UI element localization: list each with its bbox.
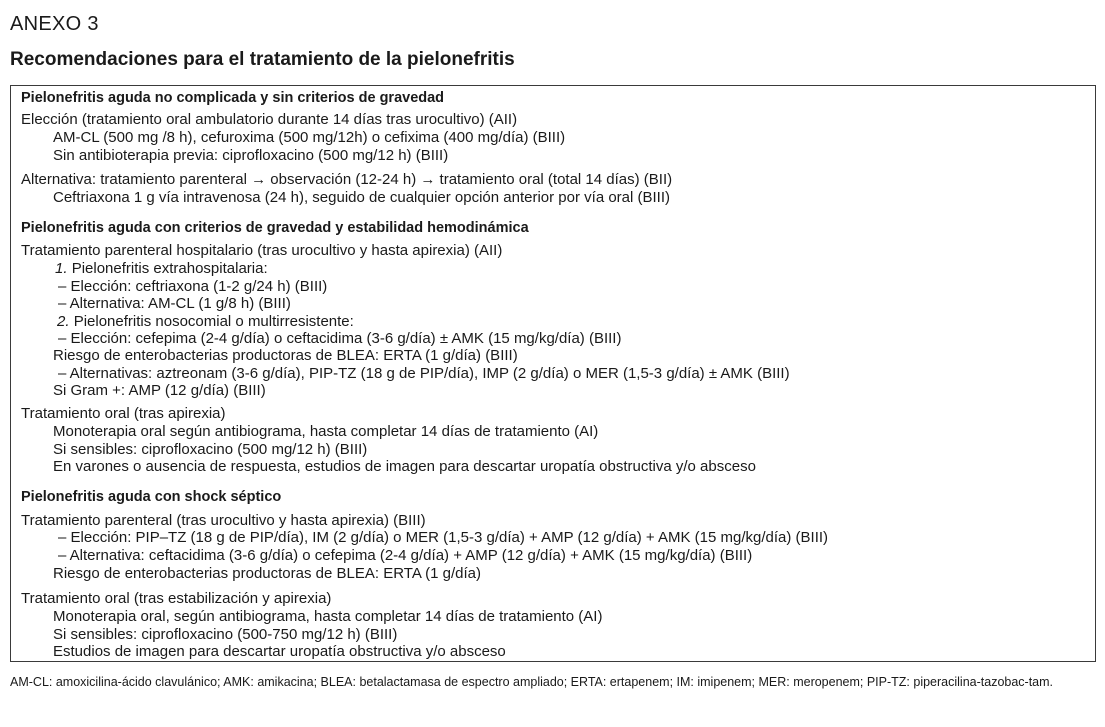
table-line: Tratamiento oral (tras estabilización y apirexia): [21, 590, 332, 607]
section-title-uncomplicated: Pielonefritis aguda no complicada y sin criterios de gravedad: [21, 90, 445, 106]
table-line: Estudios de imagen para descartar uropatía obstructiva y/o absceso: [53, 643, 506, 660]
table-line: Tratamiento parenteral (tras urocultivo y hasta apirexia) (BIII): [21, 512, 426, 529]
table-line: – Alternativa: AM-CL (1 g/8 h) (BIII): [58, 295, 291, 312]
table-line: – Elección: PIP–TZ (18 g de PIP/día), IM (2 g/día) o MER (1,5-3 g/día) + AMP (12 g/día) + AMK (15 mg/kg/día) (BIII): [58, 529, 829, 546]
table-line: [55, 260, 268, 278]
section-title-septic-shock: Pielonefritis aguda con shock séptico: [21, 489, 282, 505]
table-line: AM-CL (500 mg /8 h), cefuroxima (500 mg/12h) o cefixima (400 mg/día) (BIII): [53, 129, 566, 146]
table-line: Monoterapia oral, según antibiograma, hasta completar 14 días de tratamiento (AI): [53, 608, 603, 625]
table-line: Elección (tratamiento oral ambulatorio durante 14 días tras urocultivo) (AII): [21, 111, 518, 128]
table-line: Alternativa: tratamiento parenteral → observación (12-24 h) → tratamiento oral (total 14 días) (BII): [21, 171, 673, 188]
table-line: – Elección: cefepima (2-4 g/día) o ceftacidima (3-6 g/día) ± AMK (15 mg/kg/día) (BIII): [58, 330, 622, 347]
table-line: Si sensibles: ciprofloxacino (500 mg/12 h) (BIII): [53, 441, 368, 458]
list-text: Pielonefritis nosocomial o multirresistente:: [73, 313, 354, 330]
table-line: Tratamiento parenteral hospitalario (tras urocultivo y hasta apirexia) (AII): [21, 242, 503, 259]
list-number: 1.: [55, 260, 68, 277]
table-line: Si Gram +: AMP (12 g/día) (BIII): [53, 382, 266, 399]
table-line: Sin antibioterapia previa: ciprofloxacino (500 mg/12 h) (BIII): [53, 147, 449, 164]
table-line: Riesgo de enterobacterias productoras de BLEA: ERTA (1 g/día): [53, 565, 482, 582]
document-title: Recomendaciones para el tratamiento de la pielonefritis: [10, 49, 515, 70]
table-line: En varones o ausencia de respuesta, estudios de imagen para descartar uropatía obstructiva y/o absceso: [53, 458, 756, 475]
list-number: 2.: [57, 313, 70, 330]
list-text: Pielonefritis extrahospitalaria:: [71, 260, 268, 277]
table-line: – Alternativas: aztreonam (3-6 g/día), PIP-TZ (18 g de PIP/día), IMP (2 g/día) o MER (1,5-3 g/día) ± AMK (BIII): [58, 365, 790, 382]
table-line: Ceftriaxona 1 g vía intravenosa (24 h), seguido de cualquier opción anterior por vía oral (BIII): [53, 189, 671, 206]
annex-label: ANEXO 3: [10, 13, 99, 35]
table-line: Si sensibles: ciprofloxacino (500-750 mg/12 h) (BIII): [53, 626, 398, 643]
table-line: Monoterapia oral según antibiograma, hasta completar 14 días de tratamiento (AI): [53, 423, 599, 440]
abbreviations-footnote: AM-CL: amoxicilina-ácido clavulánico; AMK: amikacina; BLEA: betalactamasa de espectro ampliado; ERTA: ertapenem; IM: imipenem; MER: meropenem; PIP-TZ: piperacilina-tazobac-tam.: [10, 675, 1054, 689]
table-line: [57, 313, 354, 331]
table-line: – Alternativa: ceftacidima (3-6 g/día) o cefepima (2-4 g/día) + AMP (12 g/día) + AMK (15 mg/kg/día) (BIII): [58, 547, 753, 564]
table-line: Tratamiento oral (tras apirexia): [21, 405, 226, 422]
table-line: – Elección: ceftriaxona (1-2 g/24 h) (BIII): [58, 278, 328, 295]
table-line: Riesgo de enterobacterias productoras de BLEA: ERTA (1 g/día) (BIII): [53, 347, 518, 364]
section-title-severe-stable: Pielonefritis aguda con criterios de gravedad y estabilidad hemodinámica: [21, 220, 529, 236]
